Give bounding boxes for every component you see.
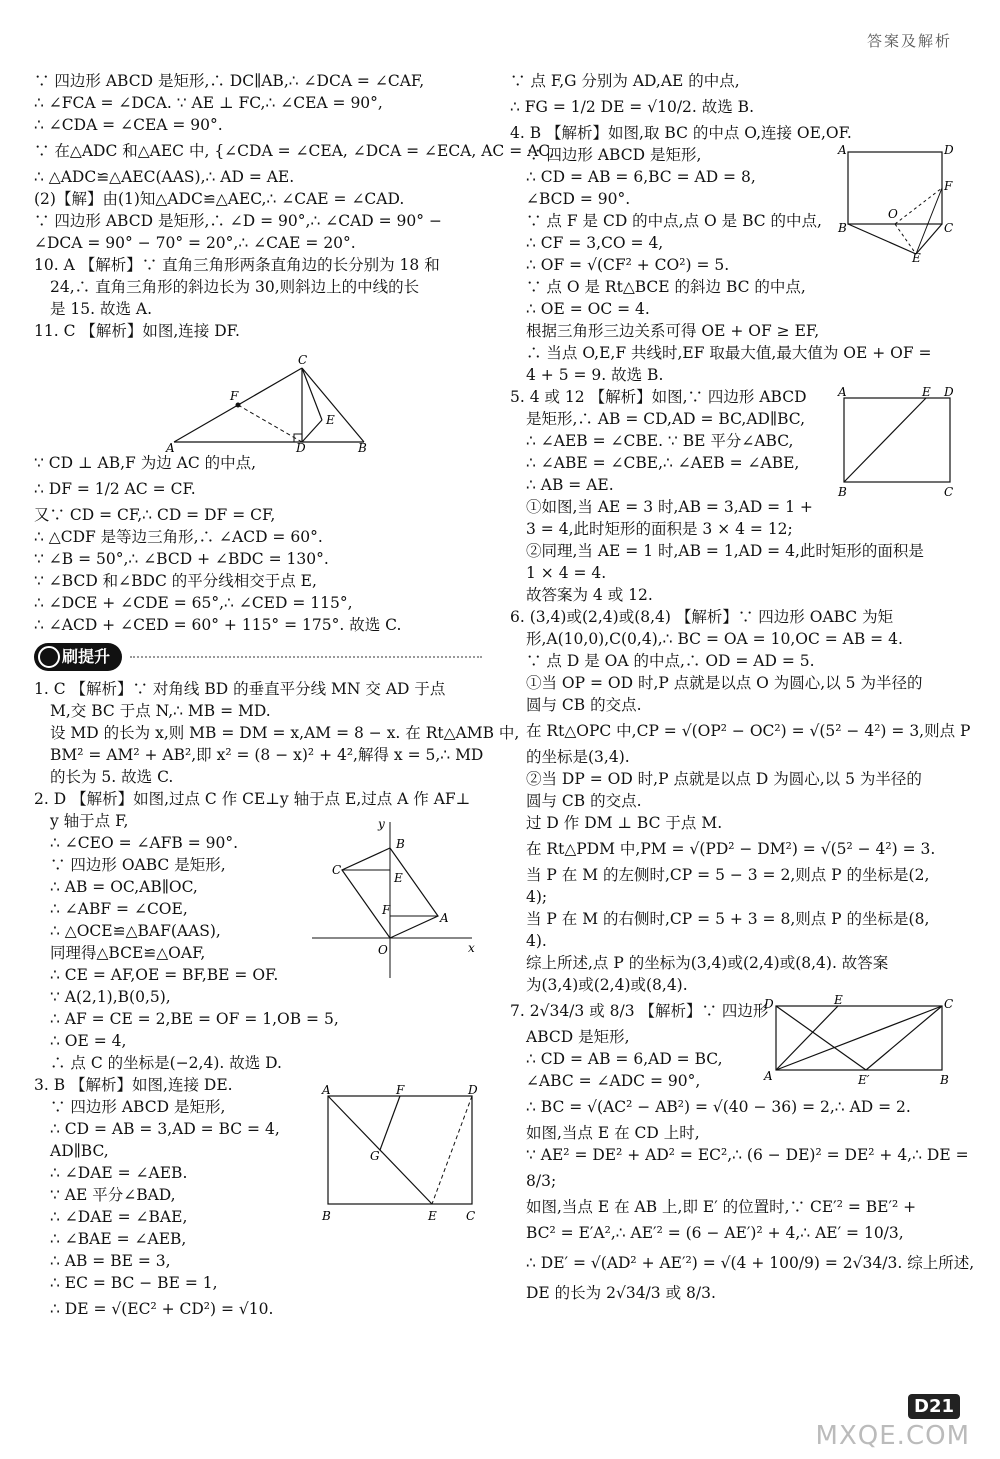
text-line: ∴ FG = 1/2 DE = √10/2. 故选 B.	[510, 98, 755, 116]
text-line: BC² = E′A²,∴ AE′² = (6 − AE′)² + 4,∴ AE′ = 10/3,	[526, 1224, 904, 1242]
text-line: 根据三角形三边关系可得 OE + OF ≥ EF,	[526, 322, 820, 340]
text-line: 形,A(10,0),C(0,4),∴ BC = OA = 10,OC = AB = 4.	[526, 630, 903, 648]
question-6: 6. (3,4)或(2,4)或(8,4) 【解析】∵ 四边形 OABC 为矩	[510, 608, 894, 626]
text-line: ∠DCA = 90° − 70° = 20°,∴ ∠CAE = 20°.	[34, 234, 356, 252]
text-line: ∴ ∠ACD + ∠CED = 60° + 115° = 175°. 故选 C.	[34, 616, 402, 634]
text-line: 3 = 4,此时矩形的面积是 3 × 4 = 12;	[526, 520, 793, 538]
section-banner	[34, 640, 482, 674]
text-line: ∵ ∠BCD 和∠BDC 的平分线相交于点 E,	[34, 572, 317, 590]
text-line: 故答案为 4 或 12.	[526, 586, 653, 604]
svg-text:B: B	[396, 837, 405, 851]
text-line: ∴ CD = AB = 6,AD = BC,	[526, 1050, 723, 1068]
q7-block	[510, 993, 958, 1092]
text-line: 在 Rt△PDM 中,PM = √(PD² − DM²) = √(5² − 4²) = 3.	[526, 840, 936, 858]
text-line: ∵ A(2,1),B(0,5),	[50, 988, 171, 1006]
text-line: ∴ EC = BC − BE = 1,	[50, 1274, 218, 1292]
text-line: ∴ CD = AB = 3,AD = BC = 4,	[50, 1120, 280, 1138]
svg-text:A: A	[764, 1069, 773, 1083]
svg-text:D: D	[944, 385, 954, 399]
text-line: ②当 DP = OD 时,P 点就是以点 D 为圆心,以 5 为半径的	[526, 770, 922, 788]
svg-text:O: O	[888, 207, 898, 221]
text-line: ∴ AB = OC,AB∥OC,	[50, 878, 198, 896]
svg-text:B: B	[322, 1209, 331, 1223]
text-line: ∴ BC = √(AC² − AB²) = √(40 − 36) = 2,∴ AD = 2.	[526, 1098, 911, 1116]
rectangle-diagram-q5	[836, 386, 958, 504]
svg-text:B: B	[940, 1073, 949, 1087]
svg-text:A: A	[838, 143, 847, 157]
question-3: 3. B 【解析】如图,连接 DE.	[34, 1076, 233, 1094]
section-badge: 刷提升	[34, 643, 122, 671]
svg-text:G: G	[370, 1149, 380, 1163]
question-4: 4. B 【解析】如图,取 BC 的中点 O,连接 OE,OF.	[510, 124, 852, 142]
svg-text:E: E	[912, 251, 921, 265]
text-line: ∴ ∠ABF = ∠COE,	[50, 900, 188, 918]
text-line: ①如图,当 AE = 3 时,AB = 3,AD = 1 +	[526, 498, 813, 516]
svg-text:F: F	[230, 389, 239, 403]
svg-text:E: E	[394, 871, 403, 885]
text-line: AD∥BC,	[50, 1142, 109, 1160]
svg-text:D: D	[764, 997, 774, 1011]
text-line: ∴ CD = AB = 6,BC = AD = 8,	[526, 168, 756, 186]
rectangle-diagram-q4	[836, 142, 958, 265]
text-line: 是 15. 故选 A.	[50, 300, 153, 318]
svg-text:A: A	[838, 385, 847, 399]
text-line: ∴ DF = 1/2 AC = CF.	[34, 480, 196, 498]
q5-block	[510, 386, 958, 540]
text-line: ∴ DE′ = √(AD² + AE′²) = √(4 + 100/9) = 2√34/3. 综上所述,	[526, 1254, 975, 1272]
text-line: 又∵ CD = CF,∴ CD = DF = CF,	[34, 506, 276, 524]
text-line: 过 D 作 DM ⊥ BC 于点 M.	[526, 814, 723, 832]
text-line: ∵ 四边形 ABCD 是矩形,∴ DC∥AB,∴ ∠DCA = ∠CAF,	[34, 72, 425, 90]
text-line: M,交 BC 于点 N,∴ MB = MD.	[50, 702, 271, 720]
text-line: ∴ ∠FCA = ∠DCA. ∵ AE ⊥ FC,∴ ∠CEA = 90°,	[34, 94, 383, 112]
svg-text:E: E	[428, 1209, 437, 1223]
text-line: 圆与 CB 的交点.	[526, 696, 642, 714]
text-line: 的坐标是(3,4).	[526, 748, 630, 766]
text-line: ∵ CD ⊥ AB,F 为边 AC 的中点,	[34, 454, 257, 472]
text-line: ∴ △OCE≌△BAF(AAS),	[50, 922, 221, 940]
text-line: ∴ AB = BE = 3,	[50, 1252, 171, 1270]
svg-text:E: E	[834, 993, 843, 1007]
text-line: ∴ ∠DCE + ∠CDE = 65°,∴ ∠CED = 115°,	[34, 594, 353, 612]
svg-text:C: C	[944, 485, 954, 499]
text-line: ∴ ∠CEO = ∠AFB = 90°.	[50, 834, 239, 852]
text-line: 8/3;	[526, 1172, 557, 1190]
text-line: 是矩形,∴ AB = CD,AD = BC,AD∥BC,	[526, 410, 806, 428]
text-line: 24,∴ 直角三角形的斜边长为 30,则斜边上的中线的长	[50, 278, 420, 296]
coordinate-diagram	[312, 818, 482, 978]
question-5: 5. 4 或 12 【解析】如图,∵ 四边形 ABCD	[510, 388, 807, 406]
text-line: ∴ 点 C 的坐标是(−2,4). 故选 D.	[50, 1054, 282, 1072]
text-line: (2)【解】由(1)知△ADC≌△AEC,∴ ∠CAE = ∠CAD.	[34, 190, 405, 208]
svg-text:O: O	[378, 943, 388, 957]
text-line: 当 P 在 M 的右侧时,CP = 5 + 3 = 8,则点 P 的坐标是(8,	[526, 910, 930, 928]
svg-text:x: x	[468, 941, 475, 955]
text-line: 1 × 4 = 4.	[526, 564, 607, 582]
text-line: ∵ 点 D 是 OA 的中点,∴ OD = AD = 5.	[526, 652, 815, 670]
text-line: ∵ 四边形 ABCD 是矩形,∴ ∠D = 90°,∴ ∠CAD = 90° −	[34, 212, 442, 230]
text-line: ∵ AE 平分∠BAD,	[50, 1186, 176, 1204]
svg-text:C: C	[944, 221, 954, 235]
figure-q11	[34, 342, 482, 455]
text-line: ∠ABC = ∠ADC = 90°,	[526, 1072, 701, 1090]
svg-text:C: C	[466, 1209, 476, 1223]
text-line: ∴ ∠DAE = ∠BAE,	[50, 1208, 188, 1226]
question-11: 11. C 【解析】如图,连接 DF.	[34, 322, 240, 340]
text-line: 在 Rt△OPC 中,CP = √(OP² − OC²) = √(5² − 4²) = 3,则点 P	[526, 722, 971, 740]
svg-text:F: F	[382, 903, 391, 917]
divider	[130, 656, 482, 658]
svg-text:B: B	[358, 441, 367, 455]
text-line: ∵ AE² = DE² + AD² = EC²,∴ (6 − DE)² = DE² + 4,∴ DE =	[526, 1146, 969, 1164]
svg-text:E: E	[922, 385, 931, 399]
svg-text:E: E	[326, 413, 335, 427]
text-line: ∵ 四边形 ABCD 是矩形,	[526, 146, 702, 164]
watermark: MXQE.COM	[815, 1421, 970, 1451]
question-1: 1. C 【解析】∵ 对角线 BD 的垂直平分线 MN 交 AD 于点	[34, 680, 446, 698]
question-10: 10. A 【解析】∵ 直角三角形两条直角边的长分别为 18 和	[34, 256, 440, 274]
text-line: DE 的长为 2√34/3 或 8/3.	[526, 1284, 716, 1302]
text-line: y 轴于点 F,	[50, 812, 129, 830]
text-line: ∴ 当点 O,E,F 共线时,EF 取最大值,最大值为 OE + OF =	[526, 344, 932, 362]
text-line: 的长为 5. 故选 C.	[50, 768, 174, 786]
text-line: ∴ AF = CE = 2,BE = OF = 1,OB = 5,	[50, 1010, 339, 1028]
rectangle-diagram-q7	[760, 993, 958, 1088]
text-line: ∵ 四边形 ABCD 是矩形,	[50, 1098, 226, 1116]
svg-text:F: F	[944, 179, 953, 193]
right-column	[510, 70, 975, 1308]
svg-text:A: A	[322, 1083, 331, 1097]
text-line: 如图,当点 E 在 AB 上,即 E′ 的位置时,∵ CE′² = BE′² +	[526, 1198, 917, 1216]
text-line: ∠BCD = 90°.	[526, 190, 631, 208]
svg-text:y: y	[378, 817, 385, 831]
text-line: ∴ OE = OC = 4.	[526, 300, 650, 318]
text-line: 4).	[526, 932, 547, 950]
question-2: 2. D 【解析】如图,过点 C 作 CE⊥y 轴于点 E,过点 A 作 AF⊥	[34, 790, 471, 808]
svg-text:F: F	[396, 1083, 405, 1097]
text-line: 同理得△BCE≌△OAF,	[50, 944, 206, 962]
svg-text:D: D	[944, 143, 954, 157]
page-header: 答案及解析	[866, 32, 952, 50]
rectangle-diagram-q3	[322, 1083, 482, 1226]
text-line: ∴ OE = 4,	[50, 1032, 127, 1050]
text-line: 4);	[526, 888, 548, 906]
text-line: ∵ 四边形 OABC 是矩形,	[50, 856, 226, 874]
text-line: ∴ AB = AE.	[526, 476, 614, 494]
text-line: ∴ △CDF 是等边三角形,∴ ∠ACD = 60°.	[34, 528, 323, 546]
svg-text:E′: E′	[858, 1073, 870, 1087]
text-line: 设 MD 的长为 x,则 MB = DM = x,AM = 8 − x. 在 Rt△AMB 中,	[50, 724, 520, 742]
text-line: ∴ CF = 3,CO = 4,	[526, 234, 664, 252]
svg-text:D: D	[468, 1083, 478, 1097]
text-line: ①当 OP = OD 时,P 点就是以点 O 为圆心,以 5 为半径的	[526, 674, 923, 692]
svg-text:C: C	[332, 863, 342, 877]
svg-text:A: A	[440, 911, 449, 925]
svg-text:C: C	[298, 353, 308, 367]
text-line: ∴ ∠AEB = ∠CBE. ∵ BE 平分∠ABC,	[526, 432, 794, 450]
text-line: ②同理,当 AE = 1 时,AB = 1,AD = 4,此时矩形的面积是	[526, 542, 924, 560]
text-line: 为(3,4)或(2,4)或(8,4).	[526, 976, 688, 994]
triangle-diagram	[34, 342, 482, 455]
svg-text:D: D	[296, 441, 306, 455]
svg-text:A: A	[166, 441, 175, 455]
text-line: 圆与 CB 的交点.	[526, 792, 642, 810]
svg-text:B: B	[838, 221, 847, 235]
page-number: D21	[908, 1394, 960, 1419]
text-line: ∴ DE = √(EC² + CD²) = √10.	[50, 1300, 274, 1318]
q4-block	[510, 144, 958, 276]
text-line: 当 P 在 M 的左侧时,CP = 5 − 3 = 2,则点 P 的坐标是(2,	[526, 866, 930, 884]
text-line: ∴ ∠CDA = ∠CEA = 90°.	[34, 116, 223, 134]
text-line: ∴ ∠ABE = ∠CBE,∴ ∠AEB = ∠ABE,	[526, 454, 800, 472]
text-line: ABCD 是矩形,	[526, 1028, 630, 1046]
text-line: ∴ ∠DAE = ∠AEB.	[50, 1164, 188, 1182]
text-line: 4 + 5 = 9. 故选 B.	[526, 366, 664, 384]
text-line: ∴ △ADC≌△AEC(AAS),∴ AD = AE.	[34, 168, 295, 186]
text-line: ∴ ∠BAE = ∠AEB,	[50, 1230, 187, 1248]
text-line: ∵ ∠B = 50°,∴ ∠BCD + ∠BDC = 130°.	[34, 550, 329, 568]
text-line: BM² = AM² + AB²,即 x² = (8 − x)² + 4²,解得 x = 5,∴ MD	[50, 746, 484, 764]
text-line: 如图,当点 E 在 CD 上时,	[526, 1124, 700, 1142]
svg-text:C: C	[944, 997, 954, 1011]
svg-text:B: B	[838, 485, 847, 499]
question-7: 7. 2√34/3 或 8/3 【解析】∵ 四边形	[510, 1002, 769, 1020]
text-line: ∴ OF = √(CF² + CO²) = 5.	[526, 256, 730, 274]
text-line: ∵ 在△ADC 和△AEC 中, {∠CDA = ∠CEA, ∠DCA = ∠ECA, AC = AC,	[34, 142, 555, 160]
text-line: ∵ 点 F,G 分别为 AD,AE 的中点,	[510, 72, 740, 90]
text-line: ∴ CE = AF,OE = BF,BE = OF.	[50, 966, 279, 984]
text-line: 综上所述,点 P 的坐标为(3,4)或(2,4)或(8,4). 故答案	[526, 954, 889, 972]
text-line: ∵ 点 F 是 CD 的中点,点 O 是 BC 的中点,	[526, 212, 822, 230]
text-line: ∵ 点 O 是 Rt△BCE 的斜边 BC 的中点,	[526, 278, 806, 296]
